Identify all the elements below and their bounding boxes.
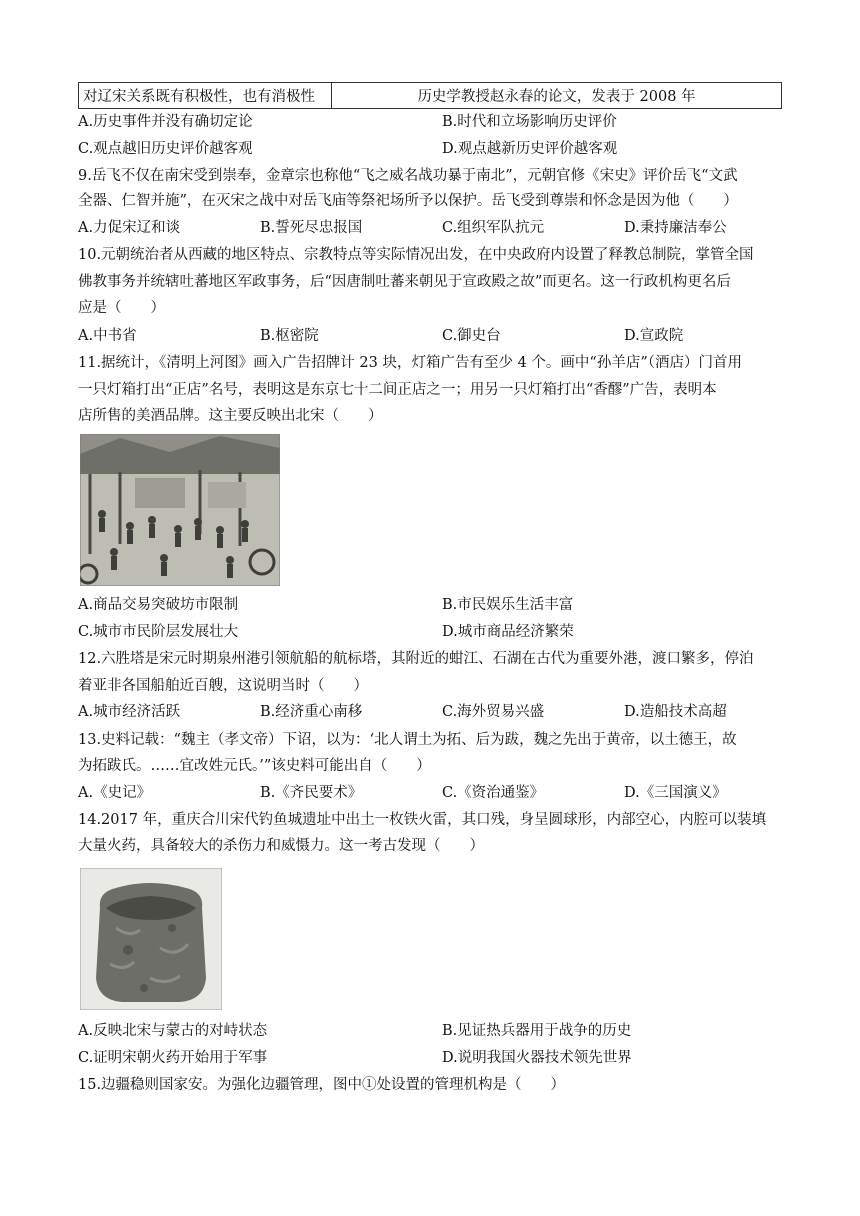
q10-option-c: C.御史台 bbox=[442, 328, 501, 344]
q14-option-c: C.证明宋朝火药开始用于军事 bbox=[78, 1050, 268, 1066]
q12-stem-line-1: 12.六胜塔是宋元时期泉州港引领航船的航标塔，其附近的蚶江、石湖在古代为重要外港，渡口繁多，停泊 bbox=[78, 651, 754, 667]
q14-stem-line-1: 14.2017 年，重庆合川宋代钓鱼城遗址中出土一枚铁火雷，其口残，身呈圆球形，内部空心，内腔可以装填 bbox=[78, 812, 767, 828]
q9-option-a: A.力促宋辽和谈 bbox=[78, 220, 181, 236]
q10-option-b: B.枢密院 bbox=[260, 328, 319, 344]
q8-option-a: A.历史事件并没有确切定论 bbox=[78, 114, 253, 130]
q13-stem-line-1: 13.史料记载：“魏主（孝文帝）下诏，以为：‘北人谓土为拓、后为跋，魏之先出于黄帝，以土德王，故 bbox=[78, 732, 737, 748]
q12-option-a: A.城市经济活跃 bbox=[78, 704, 181, 720]
q13-stem-line-2: 为拓跋氏。……宜改姓元氏。’”该史料可能出自（ ） bbox=[78, 758, 431, 774]
q12-option-d: D.造船技术高超 bbox=[624, 704, 727, 720]
q12-stem-line-2: 着亚非各国船舶近百艘，这说明当时（ ） bbox=[78, 678, 368, 694]
q9-option-b: B.誓死尽忠报国 bbox=[260, 220, 363, 236]
q11-option-d: D.城市商品经济繁荣 bbox=[442, 624, 574, 640]
q9-option-c: C.组织军队抗元 bbox=[442, 220, 545, 236]
q14-option-a: A.反映北宋与蒙古的对峙状态 bbox=[78, 1023, 268, 1039]
source-table bbox=[78, 82, 782, 109]
q11-option-b: B.市民娱乐生活丰富 bbox=[442, 597, 574, 613]
q12-option-c: C.海外贸易兴盛 bbox=[442, 704, 545, 720]
q10-stem-line-2: 佛教事务并统辖吐蕃地区军政事务，后“因唐制吐蕃来朝见于宣政殿之故”而更名。这一行政机构更名后 bbox=[78, 274, 731, 290]
q8-option-c: C.观点越旧历史评价越客观 bbox=[78, 141, 253, 157]
q9-option-d: D.秉持廉洁奉公 bbox=[624, 220, 727, 236]
q13-option-b: B.《齐民要术》 bbox=[260, 785, 363, 801]
q10-option-a: A.中书省 bbox=[78, 328, 137, 344]
q12-option-b: B.经济重心南移 bbox=[260, 704, 363, 720]
q11-stem-line-3: 店所售的美酒品牌。这主要反映出北宋（ ） bbox=[78, 408, 383, 424]
q14-option-d: D.说明我国火器技术领先世界 bbox=[442, 1050, 632, 1066]
q11-stem-line-1: 11.据统计，《清明上河图》画入广告招牌计 23 块，灯箱广告有至少 4 个。画中“孙羊店”（酒店）门首用 bbox=[78, 355, 742, 371]
q11-option-c: C.城市市民阶层发展壮大 bbox=[78, 624, 239, 640]
q10-stem-line-1: 10.元朝统治者从西藏的地区特点、宗教特点等实际情况出发，在中央政府内设置了释教总制院，掌管全国 bbox=[78, 247, 754, 263]
q10-option-d: D.宣政院 bbox=[624, 328, 684, 344]
q11-option-a: A.商品交易突破坊市限制 bbox=[78, 597, 239, 613]
qingming-painting-image bbox=[80, 434, 280, 586]
q13-option-a: A.《史记》 bbox=[78, 785, 152, 801]
q11-stem-line-2: 一只灯箱打出“正店”名号，表明这是东京七十二间正店之一；用另一只灯箱打出“香醪”广告，表明本 bbox=[78, 382, 717, 398]
q10-stem-line-3: 应是（ ） bbox=[78, 300, 165, 316]
iron-fire-bomb-image bbox=[80, 868, 222, 1010]
q14-stem-line-2: 大量火药，具备较大的杀伤力和威慑力。这一考古发现（ ） bbox=[78, 838, 484, 854]
q8-option-d: D.观点越新历史评价越客观 bbox=[442, 141, 618, 157]
q13-option-c: C.《资治通鉴》 bbox=[442, 785, 545, 801]
q14-option-b: B.见证热兵器用于战争的历史 bbox=[442, 1023, 632, 1039]
table-cell-source: 历史学教授赵永春的论文，发表于 2008 年 bbox=[332, 83, 782, 109]
q15-stem-line-1: 15.边疆稳则国家安。为强化边疆管理，图中①处设置的管理机构是（ ） bbox=[78, 1077, 566, 1093]
q9-stem-line-1: 9.岳飞不仅在南宋受到崇奉，金章宗也称他“飞之威名战功暴于南北”，元朝官修《宋史》评价岳飞“文武 bbox=[78, 168, 738, 184]
table-row bbox=[79, 83, 782, 109]
q8-option-b: B.时代和立场影响历史评价 bbox=[442, 114, 617, 130]
q9-stem-line-2: 全器、仁智并施”，在灭宋之战中对岳飞庙等祭祀场所予以保护。岳飞受到尊崇和怀念是因为他（ ） bbox=[78, 193, 738, 209]
q13-option-d: D.《三国演义》 bbox=[624, 785, 727, 801]
table-cell-view: 对辽宋关系既有积极性，也有消极性 bbox=[79, 83, 332, 109]
